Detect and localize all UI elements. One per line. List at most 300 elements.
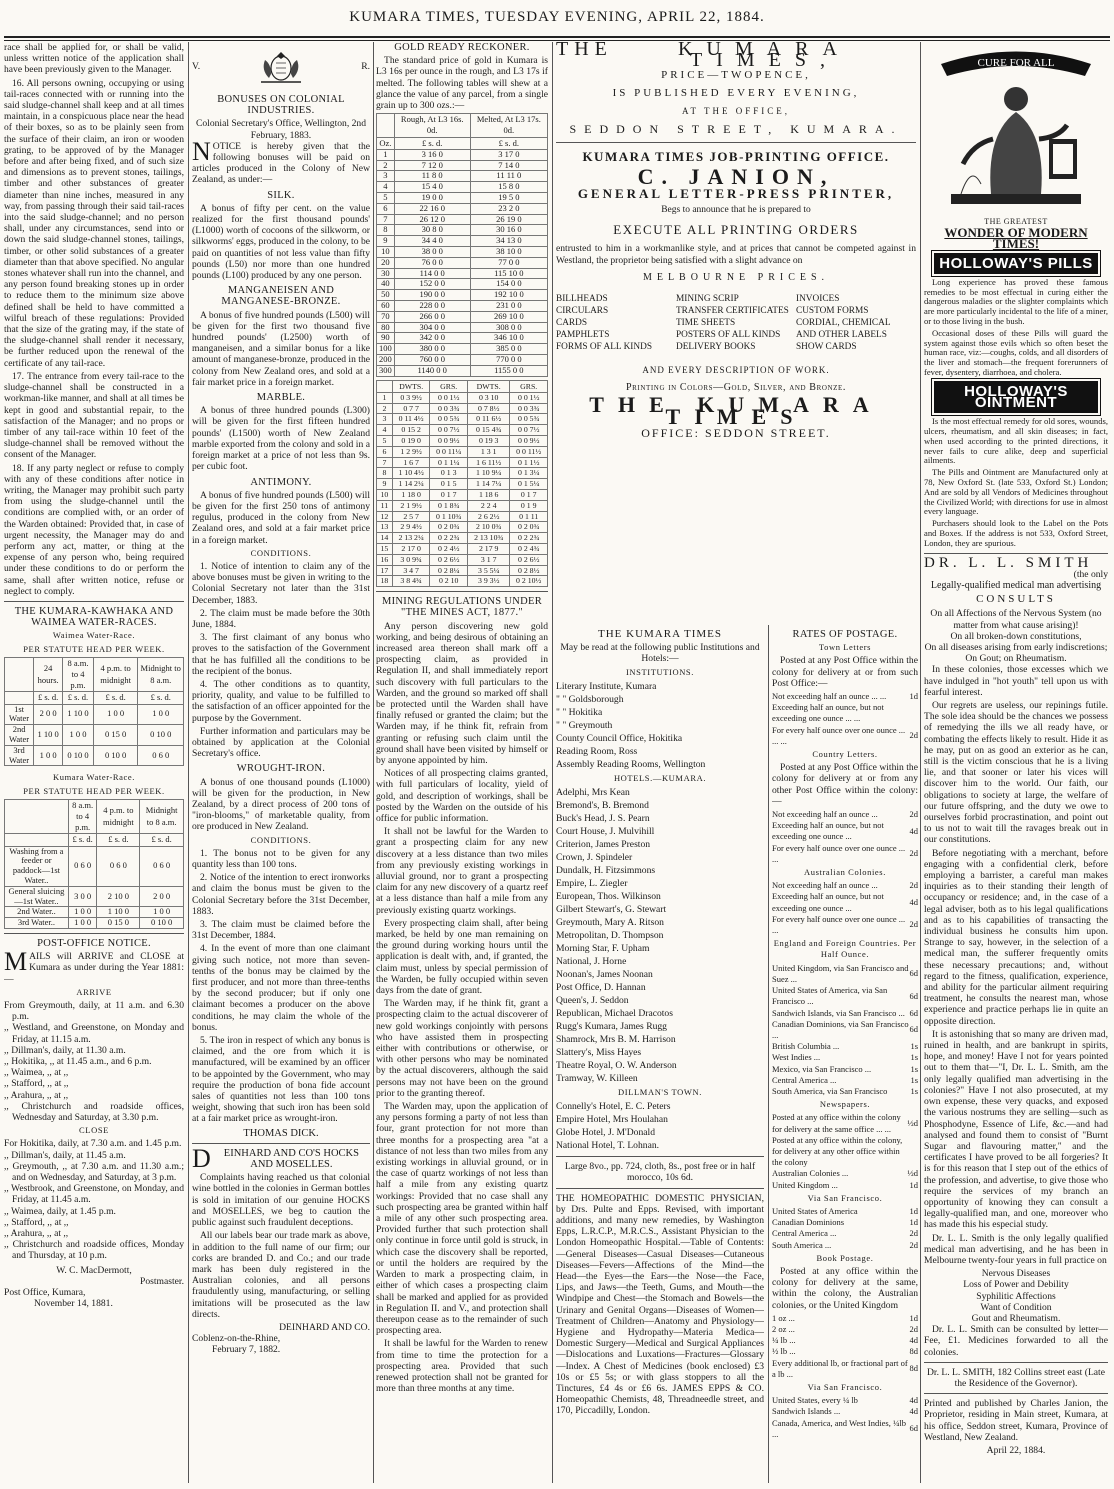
table-row <box>377 290 548 301</box>
table-header-cell: GRS. <box>430 380 468 392</box>
table-cell: 0 1 5¼ <box>510 479 548 490</box>
table-cell: 23 2 0 <box>470 203 547 214</box>
table-cell: Washing from a feeder or paddock—1st Water.. <box>5 846 69 886</box>
table-cell: 0 1 5 <box>430 479 468 490</box>
postage-price: 4d <box>909 897 918 908</box>
table-header-cell: 4 p.m. to midnight <box>93 657 138 692</box>
table-row <box>377 214 548 225</box>
table-cell: 0 15 2 <box>392 425 430 436</box>
postage-price <box>910 702 919 724</box>
table-cell: 0 6 0 <box>97 846 140 886</box>
print-item: AND OTHER LABELS <box>796 330 887 341</box>
advert-line: Printing in Colors—Gold, Silver, and Bronze. <box>625 382 847 394</box>
postage-label: Sandwich Islands, via San Francisco ... <box>772 1007 905 1018</box>
table-cell: 3 0 0 <box>68 886 97 907</box>
paragraph: A bonus of one thousand pounds (L1000) will be given for the production, in New Zealand, by a direct process of 200 tons of "iron-blooms," of marketable quality, from ore produced in New Zealand. <box>192 776 370 833</box>
postage-price: 2d <box>909 880 918 891</box>
postage-row <box>772 1041 918 1052</box>
table-cell: 770 0 0 <box>470 354 547 365</box>
print-item: POSTERS OF ALL KINDS <box>676 330 781 341</box>
table-cell: 2 5 7 <box>392 511 430 522</box>
table-cell: 0 6 0 <box>140 846 184 886</box>
table-cell: 30 <box>377 268 395 279</box>
royal-arms-icon <box>251 48 311 86</box>
postage-price: 6d <box>909 1024 918 1035</box>
table-cell: 1 0 0 <box>138 704 184 725</box>
postage-subhead: Newspapers. <box>819 1099 871 1110</box>
postage-price: 1d <box>909 1205 918 1216</box>
table-row <box>377 479 548 490</box>
divider <box>4 601 184 602</box>
postage-price: 6d <box>909 1423 918 1434</box>
table-row <box>377 511 548 522</box>
table-cell: 0 15 0 <box>97 918 140 929</box>
ailment-item: Want of Condition <box>980 1301 1052 1313</box>
consult-item: On all diseases arising from early indiscretions; <box>924 641 1108 653</box>
hotel-item: Dundalk, H. Fitzsimmons <box>556 865 656 877</box>
table-cell: 2 17 9 <box>468 543 510 554</box>
postage-row <box>772 1228 918 1239</box>
table-cell: 0 1 1½ <box>510 457 548 468</box>
table-cell: 70 <box>377 311 395 322</box>
table-cell: 20 <box>377 257 395 268</box>
table-cell: 3 5 5¼ <box>468 565 510 576</box>
subhead: HOTELS.—KUMARA. <box>613 772 707 783</box>
table-cell: 0 2 10 <box>430 576 468 587</box>
postage-label: United Kingdom, via San Francisco and Suez ... <box>772 962 909 984</box>
postage-label: Exceeding half an ounce, but not exceeding one ounce ... <box>772 820 884 842</box>
column-rule <box>373 42 374 1483</box>
table-header-cell <box>5 799 69 834</box>
print-item: SHOW CARDS <box>796 342 857 353</box>
hotel-item: Empire, L. Ziegler <box>556 878 628 890</box>
consults-list <box>924 608 1108 664</box>
postage-table <box>772 1112 918 1190</box>
table-row <box>377 425 548 436</box>
postage-label: West Indies ... <box>772 1052 821 1063</box>
postage-price: 1s <box>910 1063 918 1074</box>
postage-row <box>772 820 918 842</box>
condition: Further information and particulars may be obtained by application at the Colonial Secretary's office. <box>192 725 370 760</box>
postage-price: 1d <box>909 1312 918 1323</box>
notice: NOTICE is hereby given that the following bonuses will be paid on articles produced in the Colony of New Zealand, as under:— <box>192 136 370 186</box>
table-header-row <box>377 114 548 137</box>
mining-paragraph: It shall not be lawful for the Warden to grant a prospecting claim for any new discovery at a less distance than two miles from any previously existing workings in alluvial ground, nor to grant a prospecting claim for any new discovery of a quartz reef at a less distance than half a mile from any previously existing quartz workings. <box>376 826 548 916</box>
table-row <box>377 354 548 365</box>
postage-table <box>772 809 918 865</box>
postage-label: British Columbia ... <box>772 1041 840 1052</box>
mining-paragraph: It shall be lawful for the Warden to renew from time to time the protection for a prospecting area. Provided that such renewed protection shall not be granted for more than three months at any time. <box>376 1338 548 1395</box>
institution-item: Literary Institute, Kumara <box>556 680 657 692</box>
table-row <box>377 533 548 544</box>
table-header-cell: Rough, At L3 16s. 0d. <box>394 114 470 137</box>
subhead: INSTITUTIONS. <box>625 666 694 677</box>
postage-row <box>772 1395 918 1406</box>
table-cell: 0 1 3¼ <box>510 468 548 479</box>
table-cell: 0 1 10¾ <box>430 511 468 522</box>
table-cell: 1 6 7 <box>392 457 430 468</box>
condition: 1. The bonus not to be given for any quantity less than 100 tons. <box>192 847 370 870</box>
advert-masthead: THE KUMARA TIMES, <box>556 44 916 66</box>
postage-row <box>772 1217 918 1228</box>
advert-line: OFFICE: SEDDON STREET. <box>641 425 831 440</box>
advert-signature: DEINHARD AND CO. <box>279 1321 370 1333</box>
hotel-item: Shamrock, Mrs B. M. Harrison <box>556 1034 676 1046</box>
postage-price: 1d <box>909 1179 918 1190</box>
divider <box>556 142 916 143</box>
table-row <box>377 435 548 446</box>
hotel-list <box>556 786 764 1085</box>
table-header-cell <box>5 657 34 692</box>
postage-price: 4d <box>909 1335 918 1346</box>
postage-row <box>772 809 918 820</box>
table-row <box>5 918 184 929</box>
hotel-item: Crown, J. Spindeler <box>556 852 633 864</box>
table-header-cell <box>5 834 69 846</box>
table-row <box>377 500 548 511</box>
postage-price: 1d <box>909 1217 918 1228</box>
paragraph: The standard price of gold in Kumara is L3 16s per ounce in the rough, and L3 17s if melted. The following tables will shew at a glance the value of any parcel, from a single grain up to 300 ozs.:— <box>376 55 548 112</box>
table-cell: 0 0 1½ <box>510 392 548 403</box>
table-cell: 8 <box>377 468 393 479</box>
table-cell: 26 19 0 <box>470 214 547 225</box>
postage-row <box>772 1240 918 1251</box>
hotel-item: Connelly's Hotel, E. C. Peters <box>556 1101 671 1113</box>
consult-item: On all broken-down constitutions, <box>950 630 1082 642</box>
table-cell: 7 <box>377 457 393 468</box>
postage-row <box>772 1418 918 1440</box>
table-row <box>377 543 548 554</box>
table-cell: 3rd Water.. <box>5 918 69 929</box>
table-cell: 50 <box>377 290 395 301</box>
pills-title: HOLLOWAY'S PILLS <box>934 253 1098 274</box>
institution-item: Assembly Reading Rooms, Wellington <box>556 758 706 770</box>
postage-row <box>772 1358 918 1380</box>
table-row <box>5 745 184 766</box>
postage-label: United States of America <box>772 1205 858 1216</box>
table-cell: 0 10 0 <box>138 725 184 746</box>
table-cell: 0 15 0 <box>93 725 138 746</box>
table-header-cell: Oz. <box>377 137 395 149</box>
postage-label: United Kingdom ... <box>772 1179 838 1190</box>
table-row <box>377 457 548 468</box>
institution-item: County Council Office, Hokitika <box>556 732 683 744</box>
column-5 <box>924 42 1108 1485</box>
postage-intro: Posted at any Post Office within the colony for delivery at or from any other Post Office within the colony:— <box>772 762 918 807</box>
table-header-cell: £ s. d. <box>140 834 184 846</box>
table-cell: 76 0 0 <box>394 257 470 268</box>
table-cell: 3 1 7 <box>468 554 510 565</box>
print-item: DELIVERY BOOKS <box>676 342 756 353</box>
table-header-cell: 24 hours. <box>34 657 63 692</box>
paragraph: A bonus of fifty per cent. on the value realized for the first thousand pounds' (L1000) worth of cocoons of the silkworm, or silkworms' eggs, produced in the colony, to be paid on quantities of not less value than fifty pounds (L50) nor more than one hundred pounds (L100) produced by any one person. <box>192 202 370 282</box>
doctor-address: Dr. L. L. SMITH, 182 Collins street east (Late the Residence of the Governor). <box>927 1366 1105 1389</box>
section-title: THE KUMARA-KAWHAKA AND WAIMEA WATER-RACES. <box>14 605 174 629</box>
postage-intro: Posted at any office within the colony for delivery at the same, within the colony, the Australian colonies, or the United Kingdom <box>772 1265 918 1311</box>
postage-row <box>772 1180 918 1191</box>
postage-row <box>772 725 918 747</box>
regulation-text: race shall be applied for, or shall be valid, unless written notice of the application shall have been previously given to the Manager. <box>4 42 184 76</box>
table-row <box>377 149 548 160</box>
list-item: ,, Christchurch and roadside offices, Monday and Thursday, at 10 p.m. <box>4 1239 184 1262</box>
postage-price: 4d <box>909 1406 918 1417</box>
doctor-qualifier: Legally-qualified medical man advertising <box>930 579 1102 591</box>
table-cell: 15 4 0 <box>394 182 470 193</box>
postage-price: ½d <box>907 1168 918 1179</box>
table-cell: 6 <box>377 203 395 214</box>
table-header-row <box>5 657 184 692</box>
list-item: ,, Waimea, ,, at ,, <box>4 1067 69 1079</box>
postage-column <box>772 625 918 1485</box>
postage-label: Exceeding half an ounce, but not exceeding one ounce ... ... <box>772 702 884 724</box>
postage-label: For every half ounce over one ounce ... ... <box>772 842 906 864</box>
postage-label: Sandwich Islands ... <box>772 1406 841 1417</box>
table-cell: 38 10 0 <box>470 247 547 258</box>
list-item: ,, Dillman's, daily, at 11.45 a.m. <box>4 1149 126 1161</box>
postage-subhead: Australian Colonies. <box>804 867 886 878</box>
postage-label: Not exceeding half an ounce ... <box>772 880 878 891</box>
hotel-item: Queen's, J. Seddon <box>556 995 629 1007</box>
table-cell: 308 0 0 <box>470 322 547 333</box>
table-cell: 0 11 6½ <box>468 414 510 425</box>
table-cell: 7 <box>377 214 395 225</box>
table-cell: 0 0 9½ <box>510 435 548 446</box>
table-row <box>377 446 548 457</box>
signature-office: Post Office, Kumara, <box>4 1287 86 1299</box>
table-cell: 0 19 3 <box>468 435 510 446</box>
postage-row <box>772 1406 918 1417</box>
table-row <box>377 193 548 204</box>
postage-price: 2d <box>909 1228 918 1239</box>
postage-subhead: Via San Francisco. <box>807 1382 883 1392</box>
postage-label: For every half ounce over one ounce ... ... ... <box>772 724 906 746</box>
waimea-table <box>4 657 184 767</box>
table-units-row <box>377 137 548 149</box>
mining-paragraph: Every prospecting claim shall, after being marked, be held by one man remaining on the ground during working hours until the application is dealt with, and, if granted, the claim must, unless by special permission of the Warden, be fully occupied within seven days from the date of grant. <box>376 917 548 997</box>
table-cell: 200 <box>377 354 395 365</box>
postage-row <box>772 1346 918 1357</box>
table-cell: 2 17 0 <box>392 543 430 554</box>
postage-label: Not exceeding half an ounce ... <box>772 809 878 820</box>
table-cell: 0 11 4½ <box>392 414 430 425</box>
postage-label: For every half ounce over one ounce ... ... <box>772 913 906 936</box>
advert-line: MELBOURNE PRICES. <box>642 271 830 283</box>
masthead: KUMARA TIMES, TUESDAY EVENING, APRIL 22, 1884. <box>349 9 765 25</box>
advert-title: KUMARA TIMES, <box>677 42 851 72</box>
signatory: THOMAS DICK. <box>243 1127 319 1139</box>
table-cell: 114 0 0 <box>394 268 470 279</box>
table-cell: 0 6 0 <box>138 745 184 766</box>
postage-subhead: England and Foreign Countries. Per Half Ounce. <box>773 938 917 960</box>
table-header-cell: Melted, At L3 17s. 0d. <box>470 114 547 137</box>
column-rule <box>552 42 553 1483</box>
table-cell: 13 <box>377 522 393 533</box>
table-cell: 0 0 3¾ <box>430 403 468 414</box>
list-item: ,, Westland, and Greenstone, on Monday and Friday, at 11.15 a.m. <box>4 1022 184 1045</box>
hotel-item: Buck's Head, J. S. Pearn <box>556 813 650 825</box>
column-1 <box>4 42 184 1485</box>
table-cell: 0 2 2¾ <box>430 533 468 544</box>
table-cell: 11 11 0 <box>470 171 547 182</box>
subhead: CONDITIONS. <box>250 547 312 558</box>
table-row <box>377 576 548 587</box>
table-subtitle: PER STATUTE HEAD PER WEEK. <box>23 785 165 796</box>
table-cell: 10 <box>377 489 393 500</box>
advert-place: Coblenz-on-the-Rhine, <box>192 1333 281 1345</box>
postage-label: ½ lb ... <box>772 1346 796 1357</box>
hotel-item: Court House, J. Mulvihill <box>556 826 655 838</box>
postage-price: 2d <box>909 809 918 820</box>
table-cell: 7 12 0 <box>394 160 470 171</box>
ailment-item: Nervous Diseases <box>981 1268 1051 1280</box>
signature-date: November 14, 1881. <box>34 1298 113 1310</box>
postage-label: Central America ... <box>772 1228 837 1239</box>
table-cell: 80 <box>377 322 395 333</box>
postage-label: Central America ... <box>772 1074 837 1085</box>
postage-row <box>772 1324 918 1335</box>
masthead-rule <box>4 36 1110 41</box>
table-row <box>377 392 548 403</box>
consults: CONSULTS <box>976 593 1056 606</box>
table-cell: 300 <box>377 365 395 376</box>
hotel-item: Slattery's, Miss Hayes <box>556 1047 642 1059</box>
list-item: ,, Arahura, ,, at ,, <box>4 1228 69 1240</box>
table-cell: 0 0 1½ <box>430 392 468 403</box>
column-2 <box>192 42 370 1485</box>
table-cell: 228 0 0 <box>394 300 470 311</box>
table-header-cell: 8 a.m. to 4 p.m. <box>63 657 94 692</box>
table-cell: 0 3 10 <box>468 392 510 403</box>
table-cell: 0 2 4½ <box>430 543 468 554</box>
table-cell: 0 7 8½ <box>468 403 510 414</box>
postage-price: 4d <box>909 825 918 836</box>
hotel-item: Bremond's, B. Bremond <box>556 800 649 812</box>
list-item: From Greymouth, daily, at 11 a.m. and 6.30 p.m. <box>4 999 184 1023</box>
hotel-item: Noonan's, James Noonan <box>556 969 653 981</box>
institution-item: " " Hokitika <box>556 706 603 718</box>
table-row <box>377 414 548 425</box>
table-header-cell: £ s. d. <box>394 137 470 149</box>
postage-price: 8d <box>909 1363 918 1374</box>
table-row <box>377 522 548 533</box>
table-cell: 0 1 8¾ <box>430 500 468 511</box>
table-row <box>377 565 548 576</box>
table-cell: 1 10 0 <box>63 704 94 725</box>
table-cell: 11 <box>377 500 393 511</box>
section-title: POST-OFFICE NOTICE. <box>37 937 151 949</box>
imprint: Printed and published by Charles Janion, the Proprietor, residing in Main street, Kumara, at his office, Seddon street, Kumara, Province of Westland, New Zealand. <box>924 1398 1108 1443</box>
institution-item: Reading Room, Ross <box>556 745 638 757</box>
table-cell: 152 0 0 <box>394 279 470 290</box>
table-cell: 304 0 0 <box>394 322 470 333</box>
table-cell: 154 0 0 <box>470 279 547 290</box>
drop-cap: D <box>192 1143 211 1173</box>
postage-table <box>772 691 918 747</box>
postage-price <box>907 1135 918 1169</box>
divider <box>556 1156 764 1157</box>
mining-regulations <box>376 621 548 1395</box>
list-item: ,, Stafford, ,, at ,, <box>4 1078 69 1090</box>
hotel-item: Adelphi, Mrs Kean <box>556 787 630 799</box>
table-cell: 0 1 7 <box>510 489 548 500</box>
table-cell: 34 13 0 <box>470 236 547 247</box>
table-row <box>377 403 548 414</box>
advert-date: February 7, 1882. <box>212 1344 281 1356</box>
table-row <box>377 257 548 268</box>
subhead: CONDITIONS. <box>250 834 312 845</box>
table-cell: 0 2 0¾ <box>510 522 548 533</box>
postage-row <box>772 702 918 724</box>
signature-role: Postmaster. <box>140 1275 184 1287</box>
table-header-cell: 8 a.m. to 4 p.m. <box>68 799 97 834</box>
list-item: For Hokitika, daily, at 7.30 a.m. and 1.45 p.m. <box>4 1138 182 1150</box>
advert-line: IS PUBLISHED EVERY EVENING, <box>612 87 860 100</box>
wonder-heading: WONDER OF MODERN TIMES! <box>944 225 1088 252</box>
postage-price: 1s <box>910 1074 918 1085</box>
table-cell: 1 0 0 <box>93 704 138 725</box>
gold-dwts-table <box>376 380 548 588</box>
advert-line: EXECUTE ALL PRINTING ORDERS <box>613 222 859 238</box>
postage-row <box>772 1019 918 1041</box>
table-header-cell: 4 p.m. to midnight <box>97 799 140 834</box>
paragraph: The Pills and Ointment are Manufactured only at 78, New Oxford St. (late 533, Oxford St.) London; And are sold by all Vendors of Medicines throughout the Civilized World; with directions for use in almost every language. <box>924 467 1108 517</box>
table-cell: 115 10 0 <box>470 268 547 279</box>
table-cell: 77 0 0 <box>470 257 547 268</box>
ailment-item: Syphilitic Affections <box>976 1290 1056 1302</box>
table-subtitle: PER STATUTE HEAD PER WEEK. <box>23 643 165 654</box>
institutions-column <box>556 625 764 1485</box>
ointment-title: HOLLOWAY'S OINTMENT <box>934 381 1098 413</box>
drop-cap: M <box>4 947 28 977</box>
print-item: CORDIAL, CHEMICAL <box>796 318 891 329</box>
postage-row <box>772 914 918 936</box>
table-cell: 1140 0 0 <box>394 365 470 376</box>
postage-label: Canadian Dominions <box>772 1217 845 1228</box>
postage-table <box>772 1206 918 1251</box>
paragraph: Long experience has proved these famous remedies to be most effectual in curing either the dangerous maladies or the slighter complaints which are more particularly incidental to the life of a miner, or to those living in the bush. <box>924 276 1108 326</box>
postage-label: Mexico, via San Francisco ... <box>772 1063 872 1074</box>
postage-label: Posted at any office within the colony, for delivery at any other office within the colony <box>772 1134 903 1168</box>
advert-line: PRICE—TWOPENCE, <box>661 69 811 82</box>
table-cell: 15 <box>377 543 393 554</box>
postage-label: ¼ lb ... <box>772 1335 796 1346</box>
postage-row <box>772 1075 918 1086</box>
institution-list <box>556 680 764 771</box>
table-header-cell <box>5 692 34 704</box>
table-cell: 380 0 0 <box>394 344 470 355</box>
hotel-item: Republican, Michael Dracotos <box>556 1008 673 1020</box>
table-cell: 0 0 5¾ <box>510 414 548 425</box>
table-cell: 0 1 1¼ <box>430 457 468 468</box>
table-cell: 1 0 0 <box>34 745 63 766</box>
postage-label: Canadian Dominions, via San Francisco ... <box>772 1018 909 1040</box>
table-cell: 0 2 2¾ <box>510 533 548 544</box>
table-cell: 4 <box>377 425 393 436</box>
postage-rates <box>772 642 918 1440</box>
table-row <box>377 322 548 333</box>
table-row <box>377 279 548 290</box>
advert-text: entrusted to him in a workmanlike style, and at prices that cannot be competed against in Westland, the proprietor being satisfied with a slight advance on <box>556 243 916 266</box>
subhead: SILK. <box>267 189 295 201</box>
divider <box>4 933 184 934</box>
printer-title: GENERAL LETTER-PRESS PRINTER, <box>577 185 895 201</box>
conditions-list <box>192 561 370 759</box>
table-cell: General sluicing—1st Water.. <box>5 886 69 907</box>
table-cell: 2 13 10¾ <box>468 533 510 544</box>
mining-paragraph: The Warden may, upon the application of any persons forming a party of not less than four, grant protection for not more than three months for a prospecting area "at a distance of not less than two miles from any existing workings in alluvial ground, or in the case of quartz workings of not less than half a mile from any existing quartz workings: Provided that no case shall any such prospecting area be granted within half a mile of any other such prospecting area. Provided further that such protection shall only continue in force until gold is struck, in which case the discovery shall be reported, or until the holders are required by the Warden to mark a prospecting claim, in either of which cases a prospecting claim shall be marked and applied for as provided in Regulation II. and V., and protection shall thereupon cease as to the remainder of such prospecting area. <box>376 1101 548 1337</box>
table-header-cell: £ s. d. <box>97 834 140 846</box>
list-item: ,, Hokitika, ,, at 11.45 a.m., and 6 p.m. <box>4 1055 152 1067</box>
